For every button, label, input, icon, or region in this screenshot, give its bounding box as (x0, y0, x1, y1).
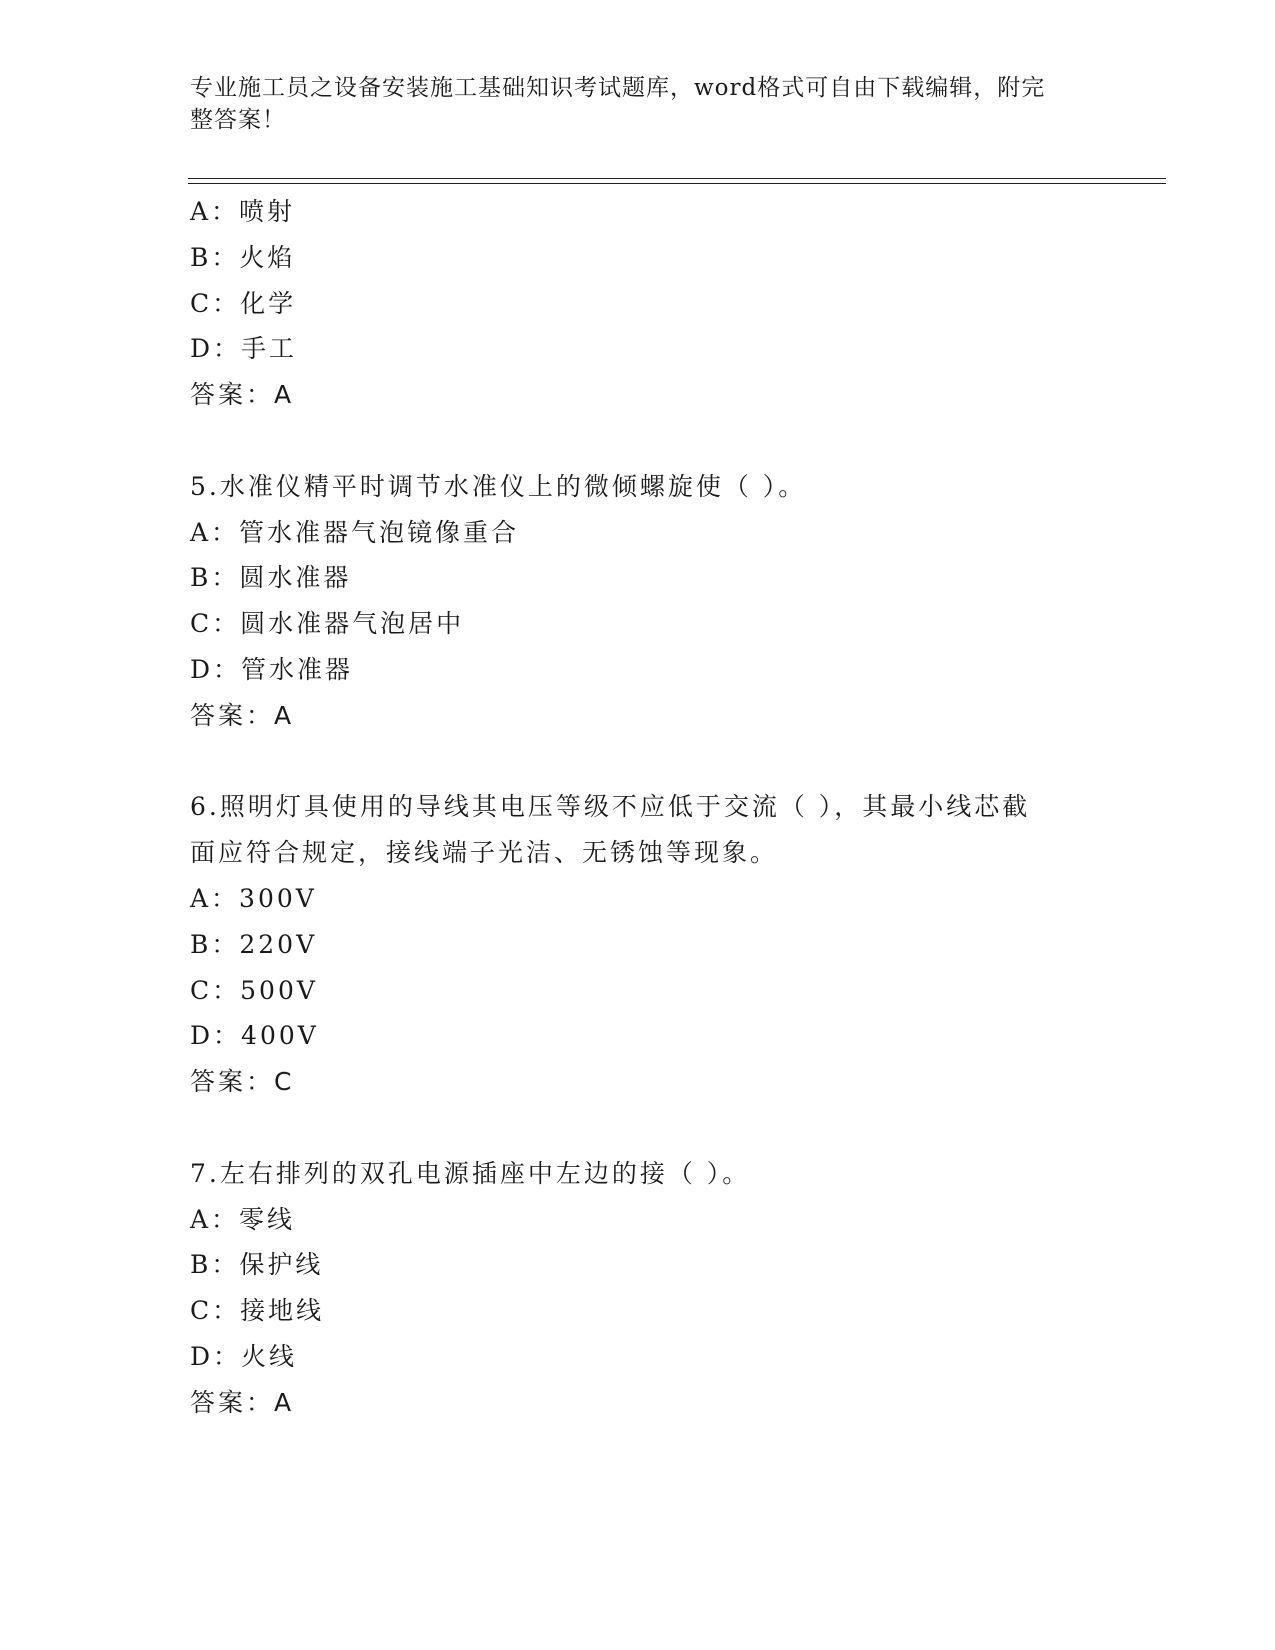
question-stem: 5.水准仪精平时调节水准仪上的微倾螺旋使（ ）。 (190, 471, 807, 501)
answer-line: 答案：A (190, 700, 295, 730)
question-stem-line-1: 6.照明灯具使用的导线其电压等级不应低于交流（ ），其最小线芯截 (190, 792, 1031, 822)
option-c: C：接地线 (190, 1296, 325, 1326)
option-b: B：圆水准器 (190, 563, 352, 593)
spacer (190, 739, 1090, 785)
document-header (190, 72, 1090, 136)
answer-line: 答案：A (190, 380, 295, 410)
option-a: A：管水准器气泡镜像重合 (190, 517, 520, 547)
option-c: C：500V (190, 975, 318, 1005)
question-stem-line-2: 面应符合规定，接线端子光洁、无锈蚀等现象。 (190, 838, 779, 868)
question-list (190, 189, 1090, 1426)
option-d: D：火线 (190, 1341, 298, 1371)
option-c: C：化学 (190, 288, 297, 318)
question-5 (190, 464, 1090, 739)
option-c: C：圆水准器气泡居中 (190, 609, 465, 639)
header-divider-top (188, 178, 1166, 179)
option-d: D：管水准器 (190, 654, 354, 684)
question-7 (190, 1151, 1090, 1426)
answer-line: 答案：C (190, 1067, 295, 1097)
question-stem: 7.左右排列的双孔电源插座中左边的接（ ）。 (190, 1158, 751, 1188)
question-6 (190, 784, 1090, 1105)
answer-line: 答案：A (190, 1387, 295, 1417)
header-line-2: 整答案！ (190, 107, 286, 133)
spacer (190, 418, 1090, 464)
option-b: B：保护线 (190, 1250, 324, 1280)
option-a: A：喷射 (190, 197, 296, 226)
option-a: A：300V (190, 883, 317, 913)
option-d: D：手工 (190, 334, 298, 364)
option-b: B：220V (190, 929, 318, 959)
option-b: B：火焰 (190, 242, 296, 272)
header-divider-bottom (188, 183, 1166, 184)
option-a: A：零线 (190, 1204, 296, 1234)
question-4 (190, 189, 1090, 418)
spacer (190, 1105, 1090, 1151)
header-line-1: 专业施工员之设备安装施工基础知识考试题库，word格式可自由下载编辑，附完 (190, 75, 1046, 101)
option-d: D：400V (190, 1021, 319, 1051)
